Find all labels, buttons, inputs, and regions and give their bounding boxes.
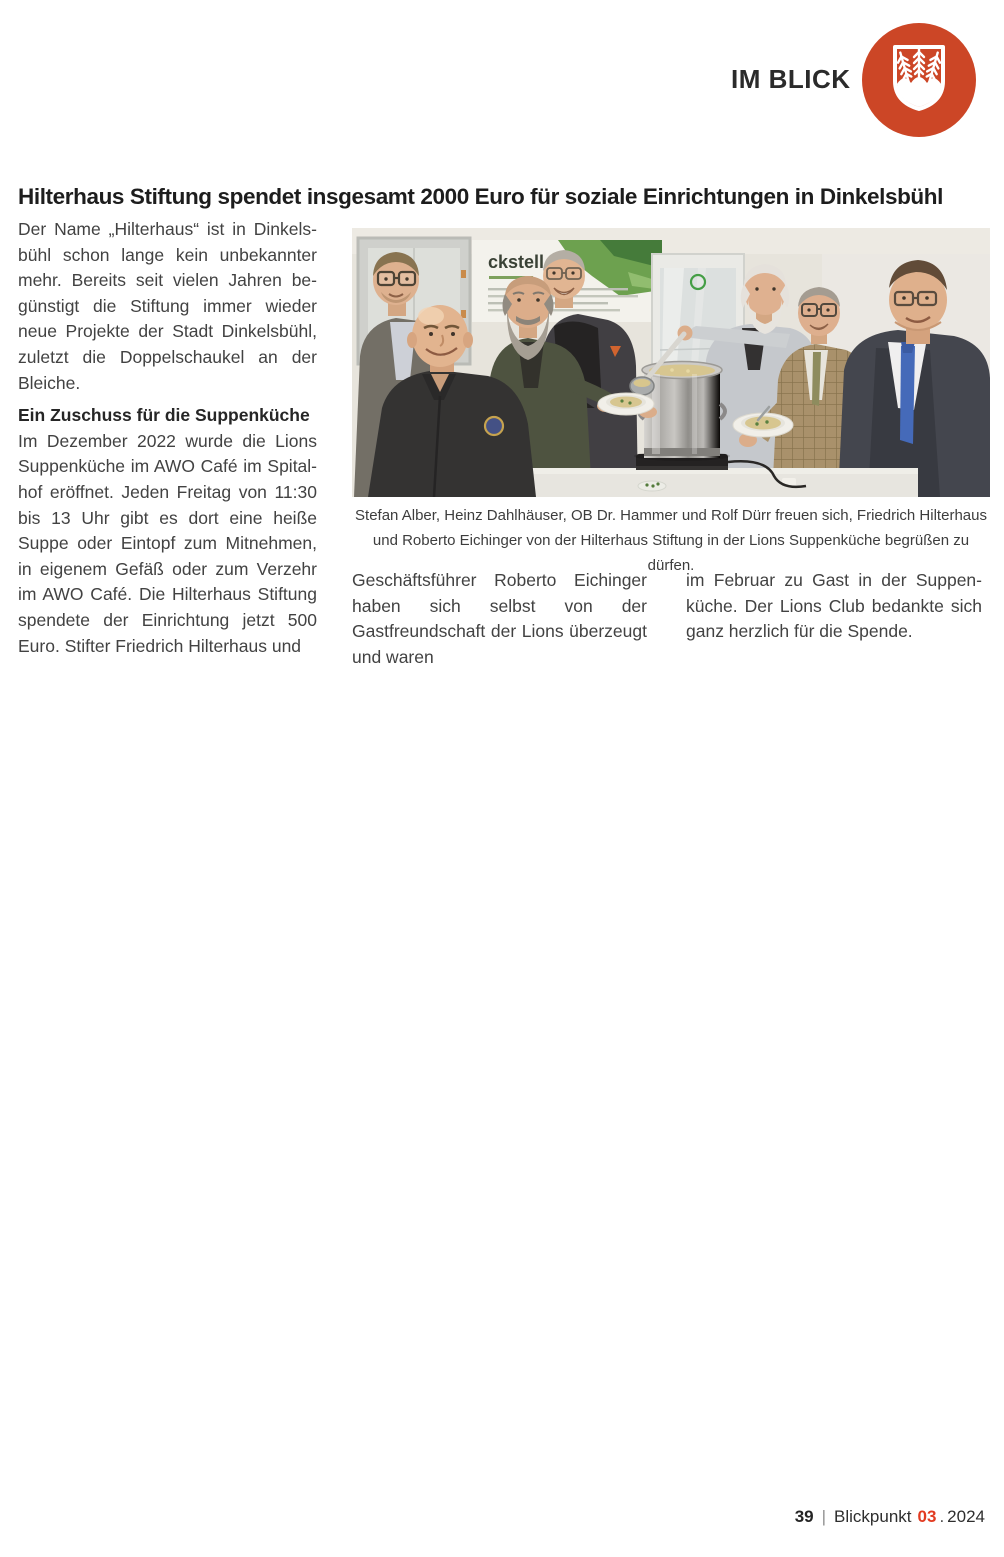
- subheading: Ein Zuschuss für die Suppenküche: [18, 405, 310, 426]
- article-column-2: [352, 568, 647, 670]
- scan-tint: [352, 228, 990, 497]
- article-photo: [352, 228, 990, 497]
- article-column-1: [18, 217, 317, 659]
- article-column-3: [686, 568, 982, 645]
- section-label: IM BLICK: [731, 64, 851, 94]
- issue-number: 03: [917, 1507, 937, 1526]
- page-footer: [795, 1507, 985, 1527]
- article-headline: Hilterhaus Stiftung spendet insgesamt 2000 Euro für soziale Einrichtungen in Dinkelsbühl: [18, 184, 943, 209]
- paragraph-suppenkueche: Im Dezember 2022 wurde die Lions Suppenküche im AWO Café im Spitalhof eröffnet. Jeden Freitag von 11:30 bis 13 Uhr gibt es dort eine heiße Suppe oder Eintopf zum Mitnehmen, in eigenem Gefäß oder zum Verzehr im AWO Café. Die Hilterhaus Stiftung spendete der Einrichtung jetzt 500 Euro. Stifter Friedrich Hilterhaus und: [18, 430, 317, 656]
- page-number: 39: [794, 1507, 814, 1526]
- intro-paragraph: Der Name „Hilterhaus“ ist in Dinkelsbühl schon lange kein unbekannter mehr. Bereits seit vielen Jahren begünstigt die Stiftung immer wieder neue Projekte der Stadt Dinkelsbühl, zuletzt die Doppelschaukel an der Bleiche.: [18, 219, 317, 393]
- paragraph-gastfreundschaft: Geschäftsführer Roberto Eichinger haben sich selbst von der Gastfreundschaft der Lions überzeugt und waren: [352, 570, 647, 667]
- footer-separator: |: [821, 1507, 827, 1526]
- issue-year: 2024: [947, 1507, 985, 1526]
- magazine-name: Blickpunkt: [834, 1507, 912, 1526]
- poster-text: ckstell: [488, 252, 545, 272]
- paragraph-dank: im Februar zu Gast in der Suppenküche. Der Lions Club bedankte sich ganz herzlich für die Spende.: [686, 570, 982, 642]
- dinkelsbuehl-crest-icon: [862, 23, 976, 137]
- photo-caption: Stefan Alber, Heinz Dahlhäuser, OB Dr. Hammer und Rolf Dürr freuen sich, Friedrich Hilterhaus und Roberto Eichinger von der Hilterhaus Stiftung in der Lions Suppenküche begrüßen zu dürfen.: [355, 507, 987, 574]
- footer-dot: .: [939, 1507, 945, 1526]
